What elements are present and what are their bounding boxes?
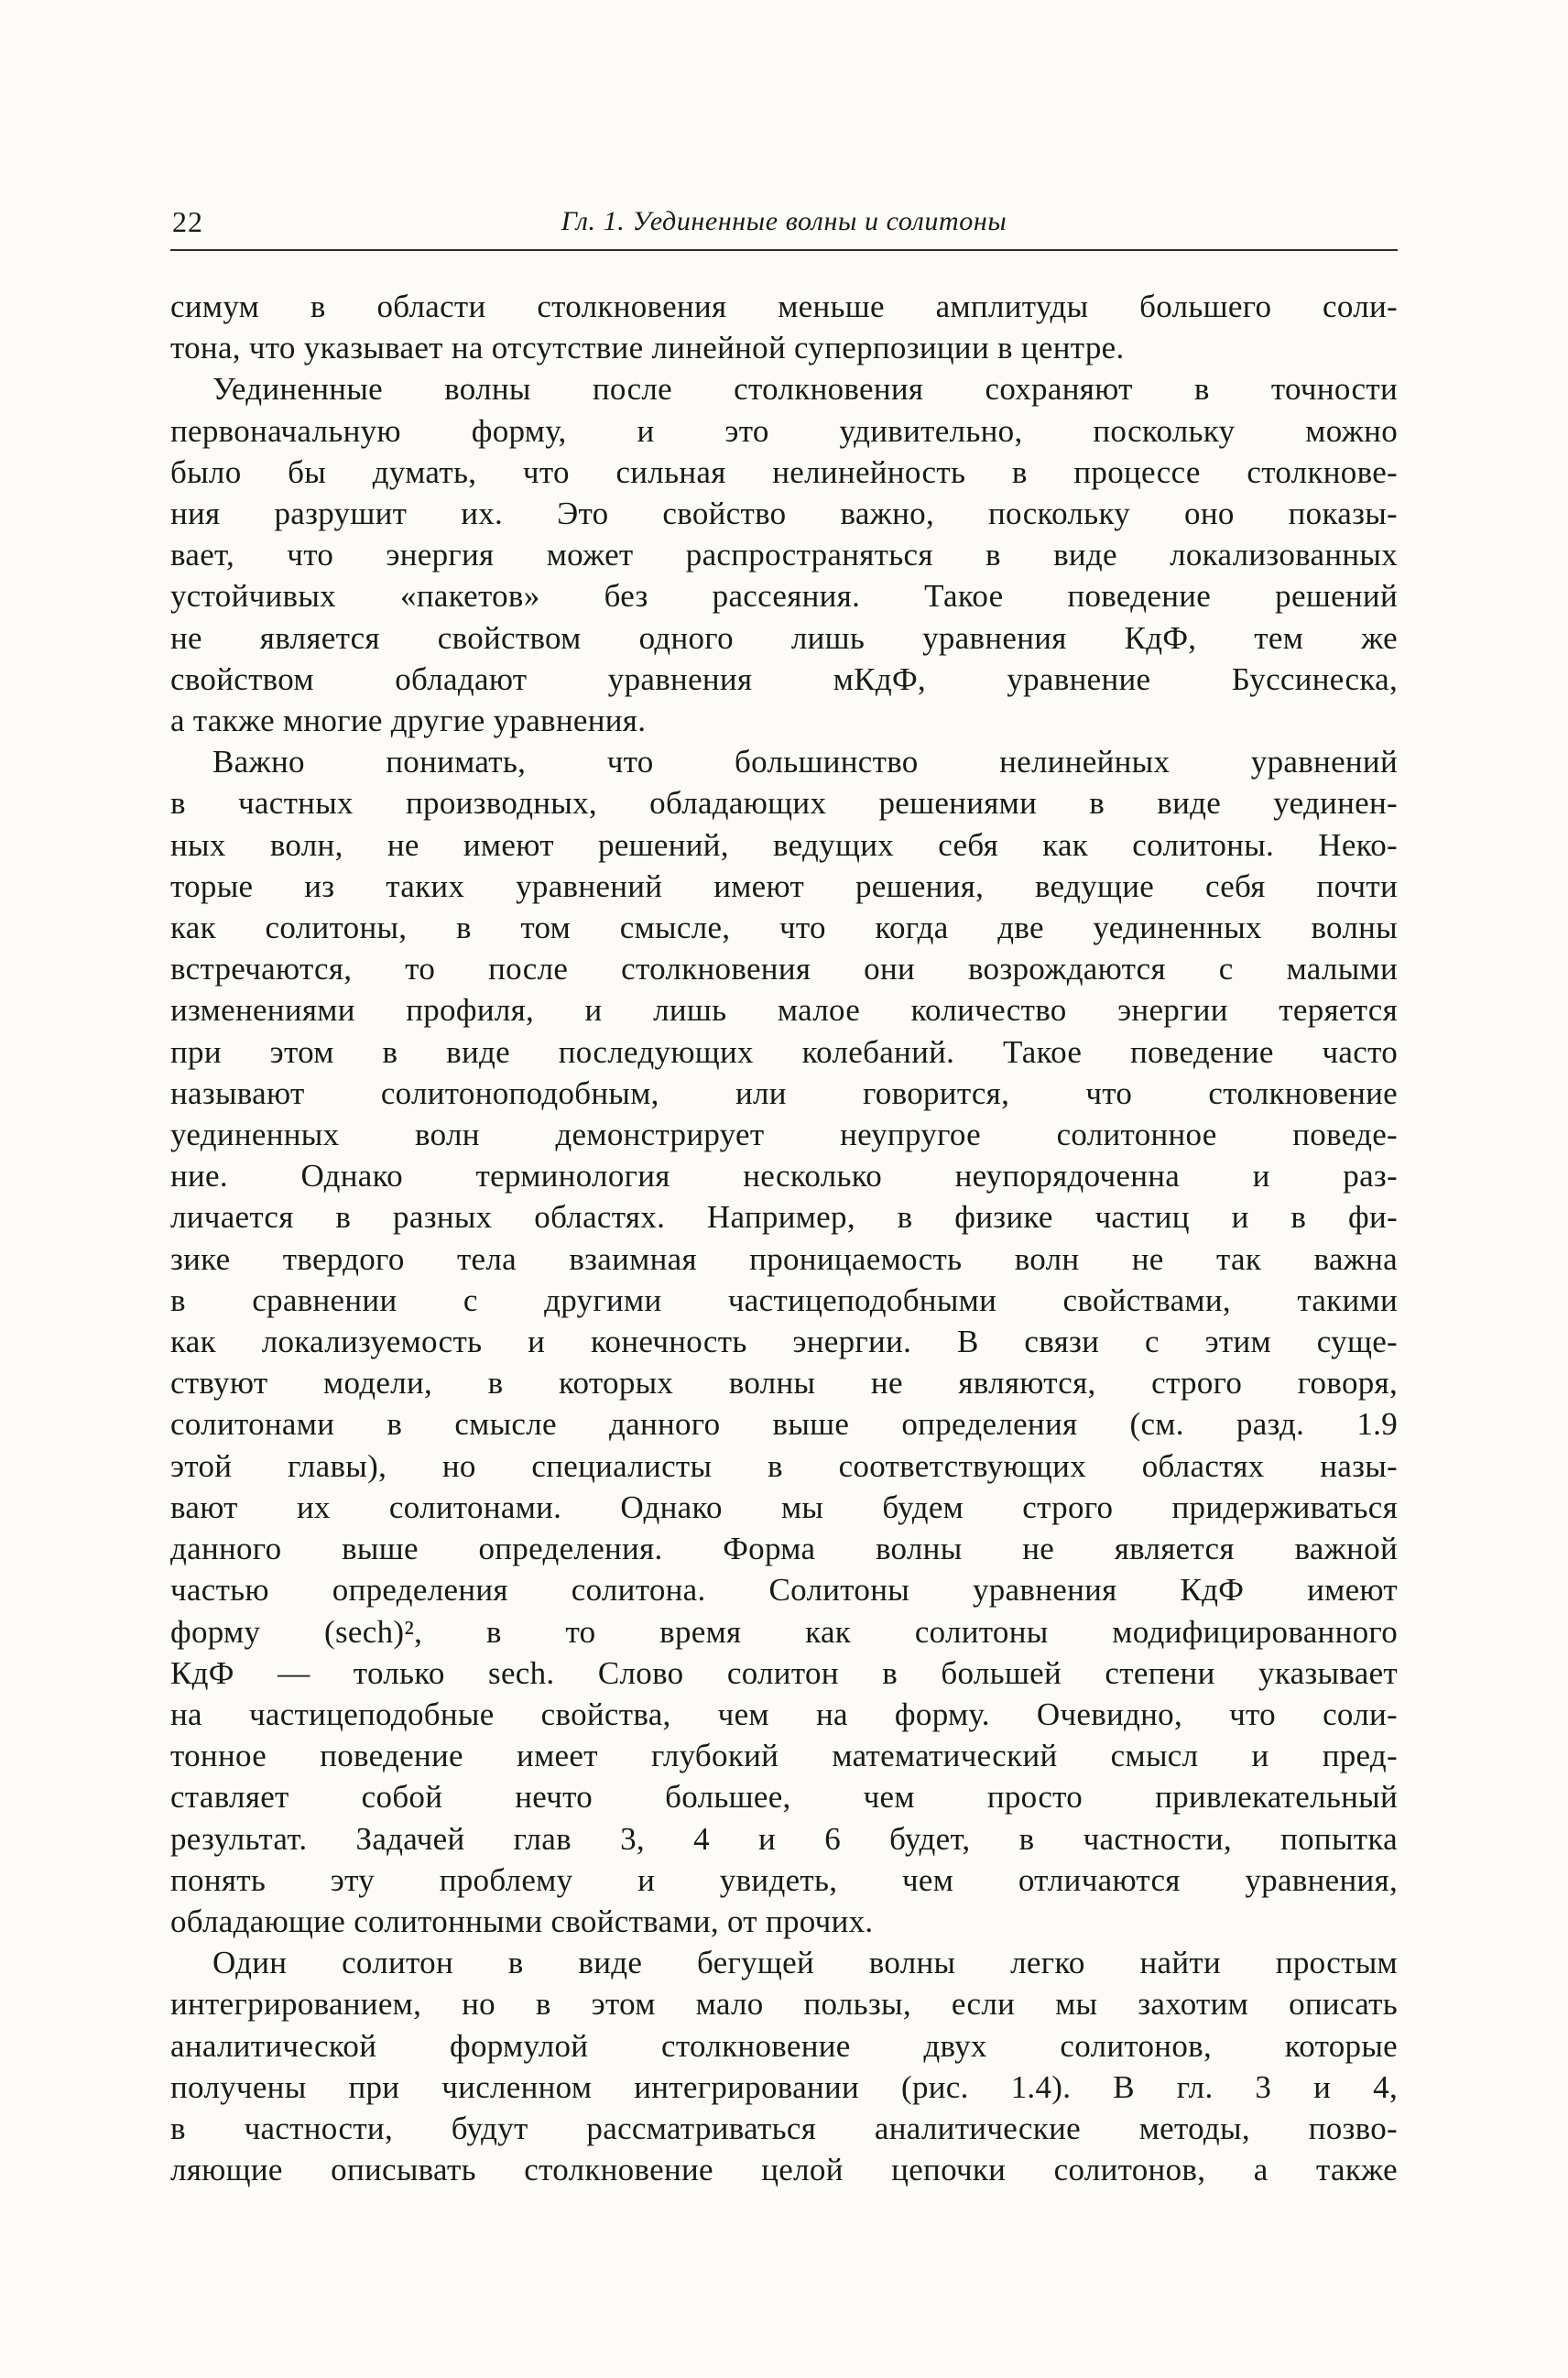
text-line: солитонами в смысле данного выше определения (см. разд. 1.9 bbox=[170, 1406, 1398, 1443]
text-line: было бы думать, что сильная нелинейность в процессе столкнове- bbox=[170, 453, 1398, 490]
text-line: личается в разных областях. Например, в физике частиц и в фи- bbox=[170, 1199, 1398, 1236]
text-line: называют солитоноподобным, или говорится, что столкновение bbox=[170, 1074, 1398, 1111]
text-line: обладающие солитонными свойствами, от прочих. bbox=[170, 1903, 874, 1939]
text-line: изменениями профиля, и лишь малое количество энергии теряется bbox=[170, 992, 1398, 1029]
text-line: тонное поведение имеет глубокий математический смысл и пред- bbox=[170, 1738, 1398, 1774]
text-line: КдФ — только sech. Слово солитон в большей степени указывает bbox=[170, 1654, 1398, 1691]
text-line: вают их солитонами. Однако мы будем строго придерживаться bbox=[170, 1489, 1398, 1525]
text-line: в сравнении с другими частицеподобными свойствами, такими bbox=[170, 1282, 1398, 1318]
text-line: уединенных волн демонстрирует неупругое солитонное поведе- bbox=[170, 1117, 1398, 1153]
text-line: симум в области столкновения меньше амплитуды большего соли- bbox=[170, 289, 1398, 324]
text-line: при этом в виде последующих колебаний. Такое поведение часто bbox=[170, 1033, 1398, 1070]
text-line: торые из таких уравнений имеют решения, ведущие себя почти bbox=[170, 867, 1398, 904]
text-line: устойчивых «пакетов» без рассеяния. Такое поведение решений bbox=[170, 578, 1398, 615]
text-line: тона, что указывает на отсутствие линейной суперпозиции в центре. bbox=[170, 330, 1125, 366]
text-line: в частности, будут рассматриваться аналитические методы, позво- bbox=[170, 2110, 1398, 2146]
text-line: форму (sech)², в то время как солитоны модифицированного bbox=[170, 1613, 1398, 1650]
text-line: Один солитон в виде бегущей волны легко найти простым bbox=[212, 1945, 1398, 1981]
text-line: не является свойством одного лишь уравнения КдФ, тем же bbox=[170, 619, 1398, 656]
header-rule bbox=[170, 249, 1398, 251]
text-line: частью определения солитона. Солитоны уравнения КдФ имеют bbox=[170, 1572, 1398, 1609]
text-line: свойством обладают уравнения мКдФ, уравнение Буссинеска, bbox=[170, 660, 1398, 697]
text-line: интегрированием, но в этом мало пользы, если мы захотим описать bbox=[170, 1986, 1398, 2023]
text-line: понять эту проблему и увидеть, чем отличаются уравнения, bbox=[170, 1861, 1398, 1898]
chapter-running-title: Гл. 1. Уединенные волны и солитоны bbox=[561, 206, 1007, 236]
text-line: получены при численном интегрировании (рис. 1.4). В гл. 3 и 4, bbox=[170, 2068, 1398, 2105]
text-line: Уединенные волны после столкновения сохраняют в точности bbox=[212, 371, 1398, 408]
text-line: как локализуемость и конечность энергии. В связи с этим суще- bbox=[170, 1324, 1398, 1360]
text-line: ных волн, не имеют решений, ведущих себя как солитоны. Неко- bbox=[170, 826, 1398, 863]
text-line: аналитической формулой столкновение двух солитонов, которые bbox=[170, 2027, 1398, 2064]
text-line: результат. Задачей глав 3, 4 и 6 будет, в частности, попытка bbox=[170, 1820, 1398, 1857]
page-number: 22 bbox=[172, 205, 203, 238]
text-line: первоначальную форму, и это удивительно, поскольку можно bbox=[170, 412, 1398, 449]
text-line: встречаются, то после столкновения они возрождаются с малыми bbox=[170, 951, 1398, 987]
text-line: вает, что энергия может распространяться в виде локализованных bbox=[170, 537, 1398, 573]
running-header bbox=[170, 203, 1398, 240]
text-line: ставляет собой нечто большее, чем просто привлекательный bbox=[170, 1779, 1398, 1816]
text-line: на частицеподобные свойства, чем на форму. Очевидно, что соли- bbox=[170, 1696, 1398, 1732]
text-line: этой главы), но специалисты в соответствующих областях назы- bbox=[170, 1447, 1398, 1484]
text-line: ния разрушит их. Это свойство важно, поскольку оно показы- bbox=[170, 496, 1398, 532]
text-line: зике твердого тела взаимная проницаемость волн не так важна bbox=[170, 1240, 1398, 1277]
text-line: данного выше определения. Форма волны не является важной bbox=[170, 1531, 1398, 1567]
text-line: Важно понимать, что большинство нелинейных уравнений bbox=[212, 744, 1398, 780]
text-line: ляющие описывать столкновение целой цепочки солитонов, а также bbox=[170, 2152, 1398, 2188]
text-line: ние. Однако терминология несколько неупорядоченна и раз- bbox=[170, 1158, 1398, 1194]
text-line: а также многие другие уравнения. bbox=[170, 703, 647, 739]
text-line: ствуют модели, в которых волны не являются, строго говоря, bbox=[170, 1365, 1398, 1402]
text-line: в частных производных, обладающих решениями в виде уединен- bbox=[170, 785, 1398, 822]
text-line: как солитоны, в том смысле, что когда две уединенных волны bbox=[170, 910, 1398, 946]
text-body bbox=[170, 286, 1398, 2190]
